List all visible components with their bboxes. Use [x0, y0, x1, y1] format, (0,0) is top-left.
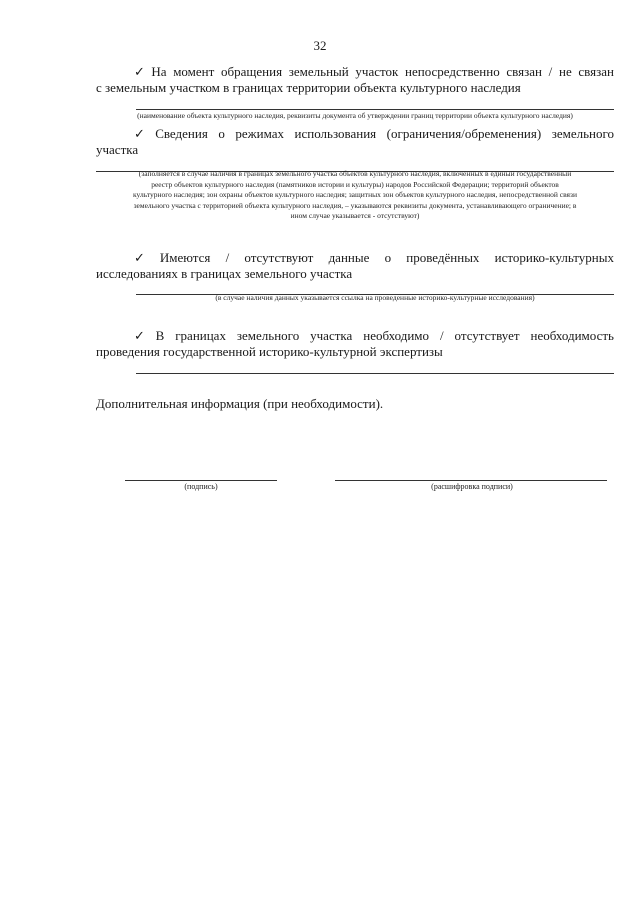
section1-line2: с земельным участком в границах территории объекта культурного наследия [96, 80, 521, 95]
signature-decode-line[interactable] [335, 480, 607, 481]
section-cultural-heritage-link [96, 64, 614, 96]
section2-note [96, 169, 614, 222]
section-usage-regimes [96, 126, 614, 158]
section2-note-line: реестр объектов культурного наследия (памятников истории и культуры) народов Российской Федерации; территорий объектов [151, 179, 559, 189]
additional-info-label: Дополнительная информация (при необходимости). [96, 396, 384, 411]
check-icon: ✓ [134, 328, 153, 343]
section4-line1: В границах земельного участка необходимо / отсутствует необходимость [155, 328, 614, 343]
section2-note-line: культурного наследия; зон охраны объектов культурного наследия; защитных зон объектов культурного наследия, непосредственной связи [133, 190, 577, 199]
section-historical-research [96, 250, 614, 282]
check-icon: ✓ [134, 64, 149, 79]
section2-note-line: (заполняется в случае наличия в границах земельного участка объектов культурного наследия, включенных в единый государственный [138, 169, 572, 178]
section3-line2: исследованиях в границах земельного участка [96, 266, 353, 281]
section-expertise [96, 328, 614, 360]
section2-line2: участка [96, 142, 139, 157]
signature-decode-caption: (расшифровка подписи) [431, 482, 513, 491]
section3-line1: Имеются / отсутствуют данные о проведённых историко-культурных [159, 250, 614, 265]
page-number: 32 [313, 38, 327, 53]
section1-caption: (наименование объекта культурного наследия, реквизиты документа об утверждении границ территории объекта культурного наследия) [137, 111, 573, 120]
section2-note-line: земельного участка с территорией объекта культурного наследия, – указываются реквизиты документа, устанавливающего ограничение; в [133, 200, 577, 210]
section4-line2: проведения государственной историко-культурной экспертизы [96, 344, 443, 359]
section4-fill-line[interactable] [136, 373, 614, 374]
signature-caption: (подпись) [184, 482, 218, 491]
section3-caption: (в случае наличия данных указывается ссылка на проведенные историко-культурные исследования) [215, 293, 535, 302]
check-icon: ✓ [134, 250, 157, 265]
check-icon: ✓ [134, 126, 153, 141]
signature-line[interactable] [125, 480, 277, 481]
section1-fill-line[interactable] [136, 109, 614, 110]
section1-line1: На момент обращения земельный участок непосредственно связан / не связан [151, 64, 614, 79]
section2-note-line: ином случае указывается - отсутствуют) [290, 211, 420, 220]
section2-line1: Сведения о режимах использования (ограничения/обременения) земельного [155, 126, 614, 141]
